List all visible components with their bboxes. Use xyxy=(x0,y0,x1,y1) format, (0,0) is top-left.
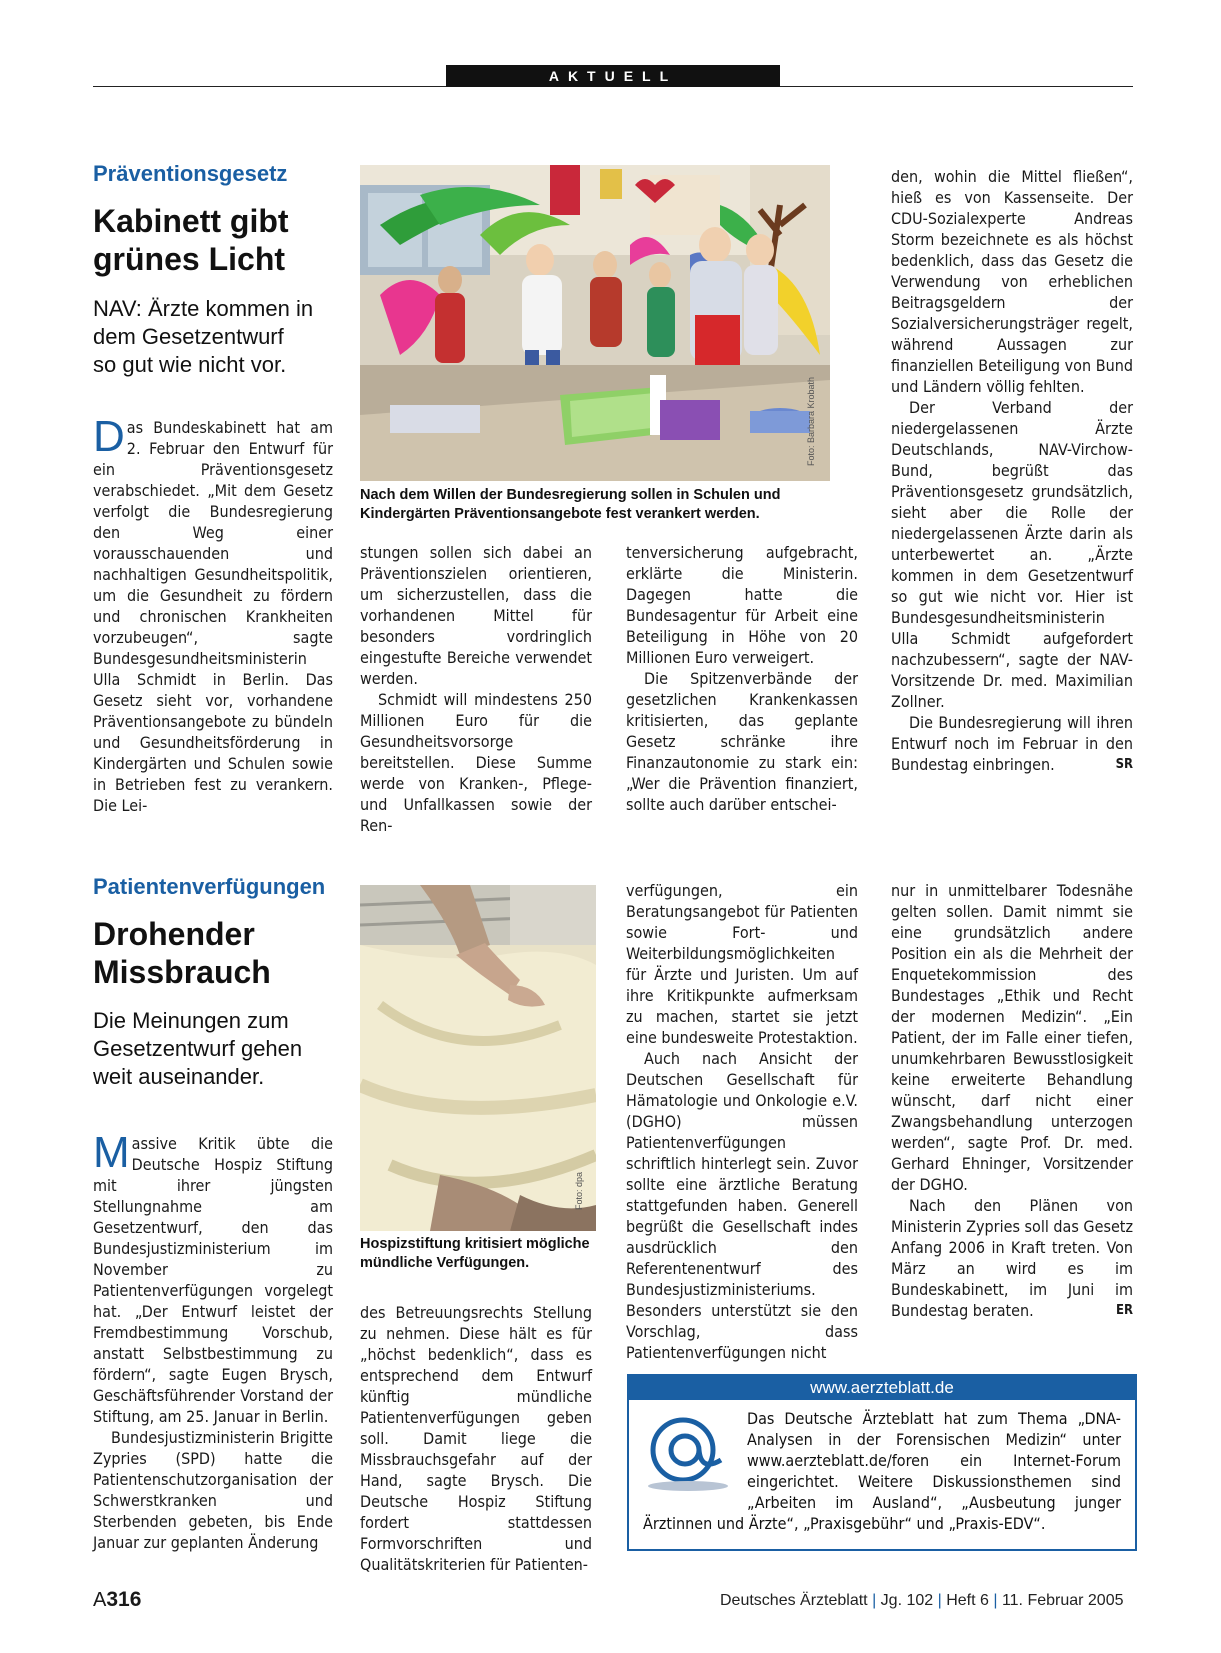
classroom-photo xyxy=(360,165,830,481)
article2-kicker: Patientenverfügungen xyxy=(93,874,326,899)
article1-caption: Nach dem Willen der Bundesregierung sollen in Schulen und Kindergärten Präventionsangebote fest verankert werden. xyxy=(360,487,781,522)
infobox-body xyxy=(629,1400,1135,1534)
article2-deck xyxy=(93,1007,302,1091)
article2-column-3 xyxy=(626,880,858,1363)
infobox-title[interactable]: www.aerzteblatt.de xyxy=(629,1376,1135,1400)
paragraph-text: Die Bundesregierung will ihren Entwurf noch im Februar in den Bundestag einbringen. xyxy=(891,713,1133,774)
article2-column-1 xyxy=(93,1128,333,1553)
deck-line: NAV: Ärzte kommen in xyxy=(93,296,314,321)
website-infobox xyxy=(627,1374,1137,1551)
issue-date: 11. Februar 2005 xyxy=(1001,1592,1124,1609)
paragraph: Bundesjustizministerin Brigitte Zypries (SPD) hatte die Patientenschutzorganisation der Schwerstkranken und Sterbenden gebeten, bis Ende Januar zur geplanten Änderung xyxy=(93,1428,333,1552)
paragraph: nur in unmittelbarer Todesnähe gelten sollen. Damit nimmt sie eine grundsätzlich andere Position ein als die Mehrheit der Enquetekommission des Bundestages „Ethik und Recht der modernen Medizin“. „Ein Patient, der im Falle einer tiefen, unumkehrbaren Bewusstlosigkeit keine erweiterte Behandlung wünscht, darf nicht einer Zwangsbehandlung unterzogen werden“, sagte Prof. Dr. med. Gerhard Ehninger, Vorsitzender der DGHO. xyxy=(891,881,1133,1194)
paragraph xyxy=(93,412,333,816)
author-signature: ER xyxy=(1116,1303,1133,1318)
infobox-text: Das Deutsche Ärzteblatt hat zum Thema „DNA-Analysen in der Forensischen Medizin“ unter www.aerzteblatt.de/foren ein Internet-Forum eingerichtet. Weitere Diskussionsthemen sind „Arbeiten im Ausland“, „Ausbeutung junger Ärztinnen und Ärzte“, „Praxisgebühr“ und „Praxis-EDV“. xyxy=(643,1409,1121,1533)
article1-kicker: Präventionsgesetz xyxy=(93,161,288,186)
photo-credit: Foto: Barbara Krobath xyxy=(806,376,816,466)
article1-column-4 xyxy=(891,166,1133,775)
article1-photo xyxy=(360,165,830,481)
section-label: AKTUELL xyxy=(446,65,780,87)
drop-cap: D xyxy=(93,412,125,461)
deck-line: Die Meinungen zum xyxy=(93,1008,289,1033)
paragraph-text: assive Kritik übte die Deutsche Hospiz Stiftung mit ihrer jüngsten Stellungnahme am Gesetzentwurf, den das Bundesjustizministerium im November zu Patientenverfügungen vorgelegt hat. „Der Entwurf leistet der Fremdbestimmung Vorschub, anstatt Selbstbestimmung zu fördern“, sagte Eugen Brysch, Geschäftsführender Vorstand der Stiftung, am 25. Januar in Berlin. xyxy=(93,1134,333,1426)
forum-logo-icon xyxy=(643,1412,733,1494)
article2-photo xyxy=(360,885,596,1231)
deck-line: dem Gesetzentwurf xyxy=(93,324,284,349)
paragraph: verfügungen, ein Beratungsangebot für Patienten sowie Fort- und Weiterbildungsmöglichkeiten für Ärzte und Juristen. Um auf ihre Kritikpunkte aufmerksam zu machen, startet sie jetzt eine bundesweite Protestaktion. xyxy=(626,881,858,1047)
page-number xyxy=(93,1588,141,1612)
photo-credit: Foto: dpa xyxy=(574,1171,584,1210)
article1-column-3 xyxy=(626,542,858,815)
hospice-hands-photo xyxy=(360,885,596,1231)
paragraph: tenversicherung aufgebracht, erklärte die Ministerin. Dagegen hatte die Bundesagentur für Arbeit eine Beteiligung in Höhe von 20 Millionen Euro verweigert. xyxy=(626,543,858,667)
paragraph xyxy=(891,1195,1133,1321)
paragraph xyxy=(891,712,1133,775)
page-number-value: 316 xyxy=(106,1588,142,1611)
article2-column-4 xyxy=(891,880,1133,1321)
author-signature: SR xyxy=(1115,757,1133,772)
paragraph: stungen sollen sich dabei an Präventionszielen orientieren, um sicherzustellen, dass die vorhandenen Mittel für besonders vordringlich eingestufte Bereiche verwendet werden. xyxy=(360,543,592,688)
deck-line: Gesetzentwurf gehen xyxy=(93,1036,303,1061)
article2-caption: Hospizstiftung kritisiert mögliche mündliche Verfügungen. xyxy=(360,1236,590,1271)
deck-line: so gut wie nicht vor. xyxy=(93,352,287,377)
paragraph: Die Spitzenverbände der gesetzlichen Krankenkassen kritisierten, das geplante Gesetz schränke ihre Finanzautonomie zu stark ein: „Wer die Prävention finanziert, sollte auch darüber entschei- xyxy=(626,669,858,814)
headline-line: Drohender xyxy=(93,916,255,952)
drop-cap: M xyxy=(93,1128,130,1177)
deck-line: weit auseinander. xyxy=(93,1064,265,1089)
headline-line: Kabinett gibt xyxy=(93,203,289,239)
article2-column-2 xyxy=(360,1302,592,1575)
paragraph: Der Verband der niedergelassenen Ärzte Deutschlands, NAV-Virchow-Bund, begrüßt das Präventionsgesetz grundsätzlich, sieht aber die Rolle der niedergelassenen Ärzte darin als unterbewertet an. „Ärzte kommen in dem Gesetzentwurf so gut wie nicht vor. Hier ist Bundesgesundheitsministerin Ulla Schmidt aufgefordert nachzubessern“, sagte der NAV-Vorsitzende Dr. med. Maximilian Zollner. xyxy=(891,398,1133,711)
paragraph-text: Nach den Plänen von Ministerin Zypries soll das Gesetz Anfang 2006 in Kraft treten. Von März an wird es im Bundeskabinett, im Juni im Bundestag beraten. xyxy=(891,1196,1133,1320)
article1-column-2 xyxy=(360,542,592,836)
paragraph xyxy=(93,1128,333,1427)
headline-line: grünes Licht xyxy=(93,241,286,277)
volume: Jg. 102 xyxy=(880,1592,934,1609)
paragraph-text: as Bundeskabinett hat am 2. Februar den Entwurf für ein Präventionsgesetz verabschiedet. „Mit dem Gesetz verfolgt die Bundesregierung den Weg einer vorausschauenden und nachhaltigen Gesundheitspolitik, um die Gesundheit zu fördern und chronischen Krankheiten vorzubeugen“, sagte Bundesgesundheitsministerin Ulla Schmidt in Berlin. Das Gesetz sieht vor, vorhandene Präventionsangebote zu bündeln und Gesundheitsförderung in Kindergärten und Schulen sowie in Betrieben fest zu verankern. Die Lei- xyxy=(93,418,333,815)
publication-name: Deutsches Ärzteblatt xyxy=(720,1592,868,1609)
page-prefix: A xyxy=(93,1589,107,1611)
article1-deck xyxy=(93,295,313,379)
paragraph: des Betreuungsrechts Stellung zu nehmen. Diese hält es für „höchst bedenklich“, dass es entsprechend dem Entwurf künftig mündliche Patientenverfügungen geben soll. Damit liege die Missbrauchsgefahr auf der Hand, sagte Brysch. Die Deutsche Hospiz Stiftung fordert stattdessen Formvorschriften und Qualitätskriterien für Patienten- xyxy=(360,1303,592,1574)
article1-headline xyxy=(93,202,289,278)
paragraph: Auch nach Ansicht der Deutschen Gesellschaft für Hämatologie und Onkologie e.V. (DGHO) müssen Patientenverfügungen schriftlich hinterlegt sein. Zuvor sollte eine ärztliche Beratung stattgefunden haben. Generell begrüßt die Gesellschaft indes ausdrücklich den Referentenentwurf des Bundesjustizministeriums. Besonders unterstützt sie den Vorschlag, dass Patientenverfügungen nicht xyxy=(626,1049,858,1362)
paragraph: Schmidt will mindestens 250 Millionen Euro für die Gesundheitsvorsorge bereitstellen. Diese Summe werde von Kranken-, Pflege- und Unfallkassen sowie der Ren- xyxy=(360,690,592,835)
headline-line: Missbrauch xyxy=(93,954,271,990)
issue: Heft 6 xyxy=(946,1592,989,1609)
article2-headline xyxy=(93,915,271,991)
paragraph: den, wohin die Mittel fließen“, hieß es von Kassenseite. Der CDU-Sozialexperte Andreas Storm bezeichnete es als höchst bedenklich, dass das Gesetz die Verwendung von erheblichen Beitragsgeldern der Sozialversicherungsträger regelt, während Aussagen zur finanziellen Beteiligung von Bund und Ländern völlig fehlten. xyxy=(891,167,1133,396)
article1-column-1 xyxy=(93,412,333,816)
publication-line: Deutsches Ärzteblatt | Jg. 102 | Heft 6 | 11. Februar 2005 xyxy=(720,1592,1124,1609)
